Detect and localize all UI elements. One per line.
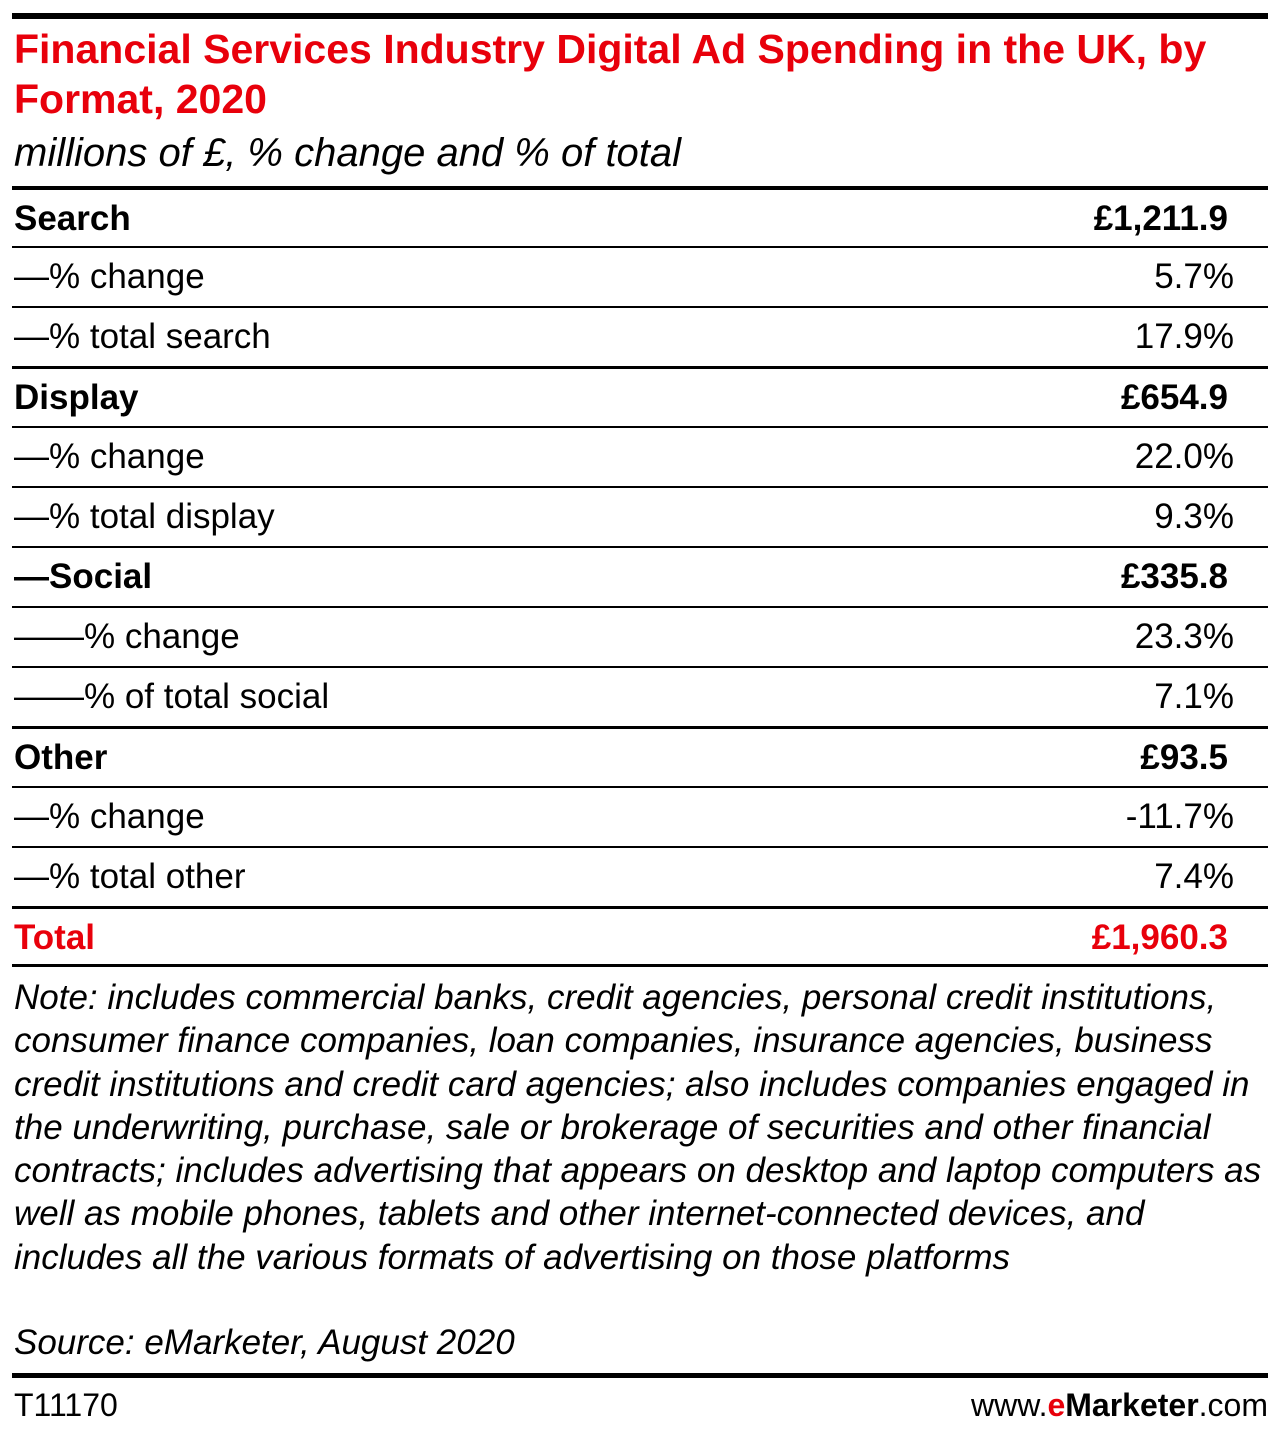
row-label: —% change	[14, 257, 205, 296]
table-row	[12, 606, 1268, 666]
row-label: —% total other	[14, 857, 246, 896]
table-row	[12, 786, 1268, 846]
row-label: Total	[14, 918, 96, 957]
row-value: -11.7%	[1125, 797, 1234, 836]
total-row	[12, 906, 1268, 966]
table-row	[12, 186, 1268, 246]
table-row	[12, 306, 1268, 366]
row-label: ——% of total social	[14, 677, 330, 716]
table-row	[12, 366, 1268, 426]
row-label: Search	[14, 199, 131, 238]
row-label: —% change	[14, 437, 205, 476]
brand-suffix: .com	[1198, 1387, 1268, 1423]
chart-note: Note: includes commercial banks, credit agencies, personal credit institutions, consumer finance companies, loan companies, insurance agencies, business credit institutions and credit card agencies; also includes companies engaged in the underwriting, purchase, sale or brokerage of securities and other financial contracts; includes advertising that appears on desktop and laptop computers as well as mobile phones, tablets and other internet-connected devices, and includes all the various formats of advertising on those platforms	[14, 978, 1262, 1277]
row-value: 5.7%	[1154, 257, 1234, 296]
top-rule	[12, 13, 1268, 19]
row-value: 9.3%	[1154, 497, 1234, 536]
row-value: £335.8	[1120, 557, 1228, 596]
brand-prefix: www.	[971, 1387, 1048, 1423]
row-value: £93.5	[1140, 738, 1228, 777]
table-row	[12, 426, 1268, 486]
table-row	[12, 666, 1268, 726]
chart-id: T11170	[14, 1387, 118, 1423]
footer-rule	[12, 1373, 1268, 1378]
row-label: —% total search	[14, 317, 271, 356]
chart-subtitle: millions of £, % change and % of total	[14, 131, 682, 175]
row-label: Display	[14, 378, 139, 417]
row-value: £1,960.3	[1091, 918, 1228, 957]
row-value: 17.9%	[1134, 317, 1234, 356]
brand-url[interactable]	[971, 1385, 1268, 1425]
data-table	[12, 186, 1268, 966]
row-label: ——% change	[14, 617, 240, 656]
row-value: 23.3%	[1134, 617, 1234, 656]
row-value: £654.9	[1120, 378, 1228, 417]
row-value: 7.1%	[1154, 677, 1234, 716]
row-label: —Social	[14, 557, 153, 596]
table-row	[12, 726, 1268, 786]
brand-name: Marketer	[1065, 1387, 1199, 1423]
chart-title: Financial Services Industry Digital Ad Spending in the UK, by Format, 2020	[14, 26, 1207, 122]
row-label: Other	[14, 738, 108, 777]
row-label: —% total display	[14, 497, 275, 536]
row-label: —% change	[14, 797, 205, 836]
table-row	[12, 486, 1268, 546]
row-value: £1,211.9	[1093, 199, 1228, 238]
table-row	[12, 246, 1268, 306]
row-value: 22.0%	[1134, 437, 1234, 476]
table-row	[12, 846, 1268, 906]
brand-e: e	[1047, 1387, 1066, 1423]
table-row	[12, 546, 1268, 606]
chart-source: Source: eMarketer, August 2020	[14, 1323, 515, 1362]
row-value: 7.4%	[1154, 857, 1234, 896]
table-bottom-rule	[12, 964, 1268, 967]
